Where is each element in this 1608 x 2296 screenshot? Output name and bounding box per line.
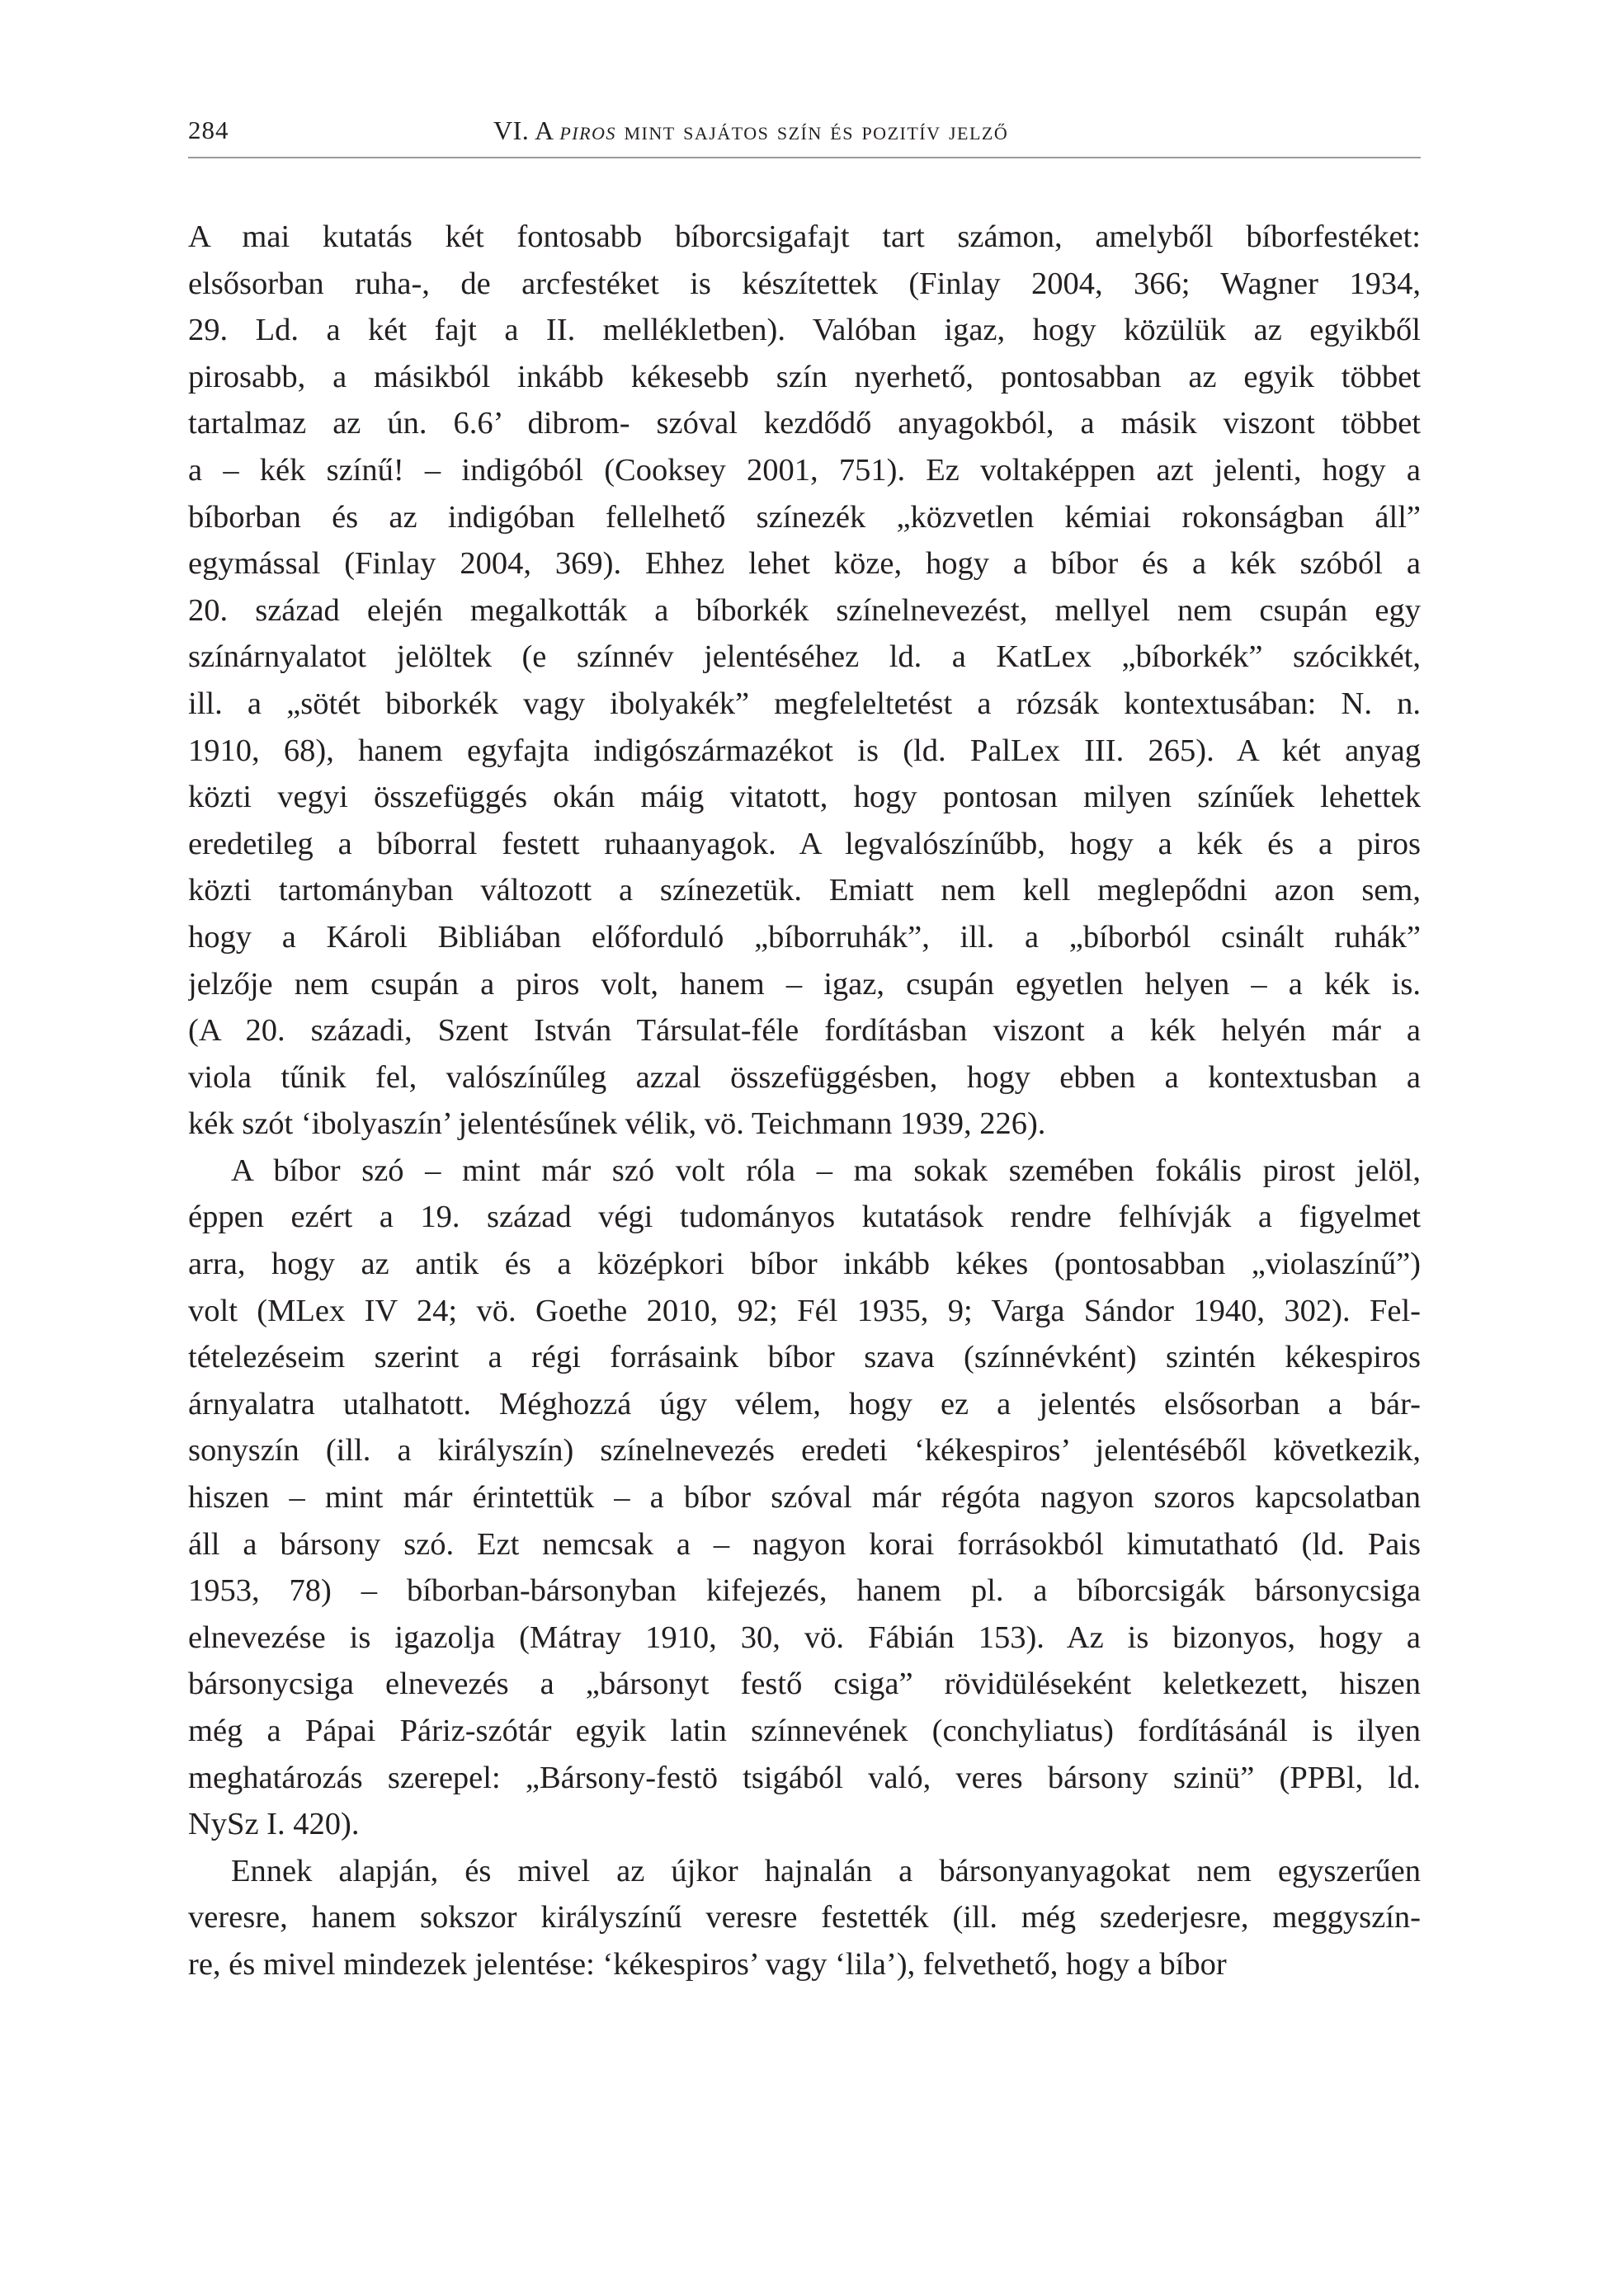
text-line: 1953, 78) – bíborban-bársonyban kifejezés, hanem pl. a bíborcsigák bársonycsiga <box>188 1573 1421 1609</box>
text-line: egymással (Finlay 2004, 369). Ehhez lehet köze, hogy a bíbor és a kék szóból a <box>188 546 1421 582</box>
text-line: NySz I. 420). <box>188 1807 360 1842</box>
text-line: éppen ezért a 19. század végi tudományos kutatások rendre felhívják a figyelmet <box>188 1200 1421 1235</box>
text-line: jelzője nem csupán a piros volt, hanem – igaz, csupán egyetlen helyen – a kék is. <box>188 966 1421 1002</box>
text-line: színárnyalatot jelöltek (e színnév jelentéséhez ld. a KatLex „bíborkék” szócikkét, <box>188 639 1421 675</box>
text-line: 1910, 68), hanem egyfajta indigószármazékot is (ld. PalLex III. 265). A két anyag <box>188 733 1421 768</box>
running-head <box>188 116 1421 158</box>
text-line: bíborban és az indigóban fellelhető színezék „közvetlen kémiai rokonságban áll” <box>188 499 1421 535</box>
text-line: pirosabb, a másikból inkább kékesebb szín nyerhető, pontosabban az egyik többet <box>188 359 1421 394</box>
text-line: 29. Ld. a két fajt a II. mellékletben). Valóban igaz, hogy közülük az egyikből <box>188 313 1421 348</box>
text-line: Ennek alapján, és mivel az újkor hajnalán a bársonyanyagokat nem egyszerűen <box>231 1853 1421 1888</box>
chapter-title-rest: mint sajátos szín és pozitív jelző <box>615 116 1009 145</box>
text-line: viola tűnik fel, valószínűleg azzal összefüggésben, hogy ebben a kontextusban a <box>188 1059 1421 1095</box>
text-line: hogy a Károli Bibliában előforduló „bíborruhák”, ill. a „bíborból csinált ruhák” <box>188 919 1421 955</box>
text-line: ill. a „sötét biborkék vagy ibolyakék” megfeleltetést a rózsák kontextusában: N. n. <box>188 686 1421 721</box>
text-line: (A 20. századi, Szent István Társulat-féle fordításban viszont a kék helyén már a <box>188 1013 1421 1049</box>
text-line: volt (MLex IV 24; vö. Goethe 2010, 92; Fél 1935, 9; Varga Sándor 1940, 302). Fel- <box>188 1293 1421 1328</box>
paragraph <box>188 214 1421 1148</box>
text-line: kék szót ‘ibolyaszín’ jelentésűnek vélik, vö. Teichmann 1939, 226). <box>188 1106 1046 1142</box>
chapter-italic-word: piros <box>559 116 616 145</box>
text-line: re, és mivel mindezek jelentése: ‘kékespiros’ vagy ‘lila’), felvethető, hogy a bíbor <box>188 1946 1227 1982</box>
page-number: 284 <box>188 116 229 144</box>
body-text <box>188 214 1421 1988</box>
text-line: a – kék színű! – indigóból (Cooksey 2001, 751). Ez voltaképpen azt jelenti, hogy a <box>188 452 1421 488</box>
text-line: közti tartományban változott a színezetük. Emiatt nem kell meglepődni azon sem, <box>188 873 1421 908</box>
text-line: A mai kutatás két fontosabb bíborcsigafajt tart számon, amelyből bíborfestéket: <box>188 219 1421 254</box>
text-line: arra, hogy az antik és a középkori bíbor inkább kékes (pontosabban „violaszínű”) <box>188 1247 1421 1282</box>
text-line: elnevezése is igazolja (Mátray 1910, 30, vö. Fábián 153). Az is bizonyos, hogy a <box>188 1619 1421 1655</box>
chapter-prefix: VI. A <box>493 116 560 145</box>
chapter-title <box>493 116 1008 146</box>
text-line: bársonycsiga elnevezés a „bársonyt festő csiga” rövidüléseként keletkezett, hiszen <box>188 1667 1421 1702</box>
text-line: elsősorban ruha-, de arcfestéket is készítettek (Finlay 2004, 366; Wagner 1934, <box>188 266 1421 301</box>
text-line: hiszen – mint már érintettük – a bíbor szóval már régóta nagyon szoros kapcsolatban <box>188 1480 1421 1516</box>
text-line: 20. század elején megalkották a bíborkék színelnevezést, mellyel nem csupán egy <box>188 592 1421 628</box>
text-line: még a Pápai Páriz-szótár egyik latin színnevének (conchyliatus) fordításánál is ilyen <box>188 1714 1421 1748</box>
text-line: áll a bársony szó. Ezt nemcsak a – nagyon korai forrásokból kimutatható (ld. Pais <box>188 1526 1421 1562</box>
text-line: tartalmaz az ún. 6.6’ dibrom- szóval kezdődő anyagokból, a másik viszont többet <box>188 406 1421 441</box>
paragraph <box>188 1848 1421 1988</box>
text-line: közti vegyi összefüggés okán máig vitatott, hogy pontosan milyen színűek lehettek <box>188 780 1421 815</box>
text-line: A bíbor szó – mint már szó volt róla – ma sokak szemében fokális pirost jelöl, <box>231 1153 1421 1188</box>
text-line: tételezéseim szerint a régi forrásaink bíbor szava (színnévként) szintén kékespiros <box>188 1340 1421 1375</box>
text-line: sonyszín (ill. a királyszín) színelnevezés eredeti ‘kékespiros’ jelentéséből következik, <box>188 1433 1421 1469</box>
text-line: meghatározás szerepel: „Bársony-festö tsigából való, veres bársony szinü” (PPBl, ld. <box>188 1760 1421 1795</box>
text-line: eredetileg a bíborral festett ruhaanyagok. A legvalószínűbb, hogy a kék és a piros <box>188 826 1421 861</box>
text-line: árnyalatra utalhatott. Méghozzá úgy vélem, hogy ez a jelentés elsősorban a bár- <box>188 1386 1421 1421</box>
paragraph <box>188 1148 1421 1848</box>
text-line: veresre, hanem sokszor királyszínű veresre festették (ill. még szederjesre, meggyszín- <box>188 1900 1421 1935</box>
